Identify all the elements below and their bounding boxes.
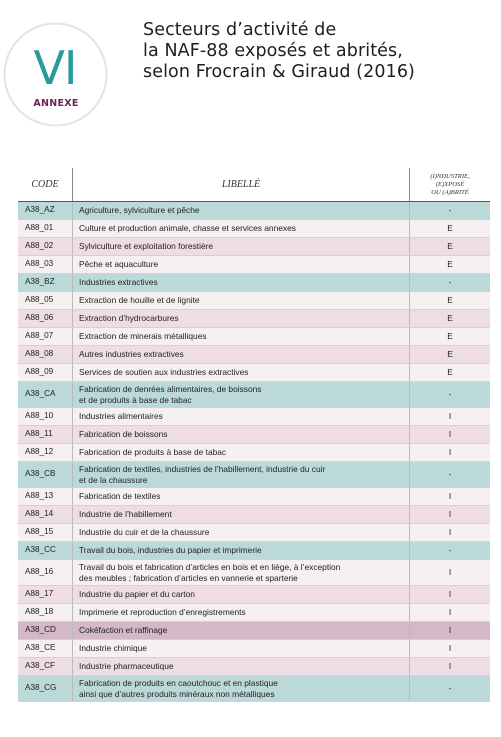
title-line: Secteurs d’activité de [143, 20, 337, 40]
libelle-line: Extraction de houille et de lignite [79, 295, 200, 306]
cell-libelle [73, 444, 410, 462]
libelle-line: Fabrication de textiles [79, 491, 161, 502]
libelle-line: Fabrication de boissons [79, 429, 168, 440]
cell-code: A88_12 [18, 444, 73, 462]
cell-libelle [73, 640, 410, 658]
table-header-row [18, 168, 490, 202]
table-row [18, 238, 490, 256]
cell-exposure: I [410, 444, 491, 462]
cell-exposure: - [410, 462, 491, 488]
cell-exposure: I [410, 560, 491, 586]
cell-exposure: I [410, 408, 491, 426]
table-row [18, 202, 490, 220]
cell-exposure: - [410, 676, 491, 702]
table-row [18, 292, 490, 310]
cell-code: A88_08 [18, 346, 73, 364]
header-line: (I)NDUSTRIE, [430, 172, 470, 180]
title-line: selon Frocrain & Giraud (2016) [143, 62, 415, 82]
cell-exposure: E [410, 346, 491, 364]
header-line: OU (A)BRITÉ [431, 188, 469, 196]
cell-exposure: I [410, 586, 491, 604]
libelle-line: ainsi que d’autres produits minéraux non métalliques [79, 688, 275, 699]
libelle-line: Industries alimentaires [79, 411, 163, 422]
libelle-line: Agriculture, sylviculture et pêche [79, 205, 200, 216]
libelle-line: Extraction de minerais métalliques [79, 331, 207, 342]
cell-libelle [73, 382, 410, 408]
cell-exposure: E [410, 256, 491, 274]
cell-code: A88_14 [18, 506, 73, 524]
table-row [18, 640, 490, 658]
libelle-line: et de la chaussure [79, 474, 148, 485]
cell-exposure: I [410, 524, 491, 542]
cell-exposure: I [410, 658, 491, 676]
cell-code: A38_CE [18, 640, 73, 658]
table-row [18, 444, 490, 462]
libelle-line: Industrie pharmaceutique [79, 661, 174, 672]
cell-code: A38_CA [18, 382, 73, 408]
cell-libelle [73, 604, 410, 622]
libelle-line: Culture et production animale, chasse et services annexes [79, 223, 296, 234]
libelle-line: Fabrication de produits en caoutchouc et en plastique [79, 677, 278, 688]
libelle-line: Industrie du cuir et de la chaussure [79, 527, 210, 538]
column-header-exposure [410, 168, 491, 202]
cell-code: A88_11 [18, 426, 73, 444]
cell-libelle [73, 426, 410, 444]
cell-exposure: E [410, 238, 491, 256]
table-row [18, 542, 490, 560]
column-header-code: CODE [18, 168, 73, 202]
libelle-line: Imprimerie et reproduction d’enregistrements [79, 607, 246, 618]
libelle-line: Industrie chimique [79, 643, 147, 654]
table-row [18, 426, 490, 444]
naf-sectors-table [18, 168, 490, 702]
cell-libelle [73, 238, 410, 256]
libelle-line: Sylviculture et exploitation forestière [79, 241, 214, 252]
cell-libelle [73, 274, 410, 292]
cell-exposure: I [410, 604, 491, 622]
cell-libelle [73, 506, 410, 524]
cell-code: A88_16 [18, 560, 73, 586]
cell-exposure: I [410, 640, 491, 658]
cell-code: A88_17 [18, 586, 73, 604]
cell-libelle [73, 622, 410, 640]
cell-code: A38_CF [18, 658, 73, 676]
libelle-line: et de produits à base de tabac [79, 394, 192, 405]
cell-code: A88_15 [18, 524, 73, 542]
libelle-line: Travail du bois et fabrication d’articles en bois et en liège, à l’exception [79, 561, 341, 572]
cell-libelle [73, 328, 410, 346]
table-row [18, 382, 490, 408]
cell-exposure: E [410, 310, 491, 328]
table-row [18, 488, 490, 506]
libelle-line: Cokéfaction et raffinage [79, 625, 168, 636]
cell-code: A88_10 [18, 408, 73, 426]
cell-code: A38_AZ [18, 202, 73, 220]
annexe-numeral: VI [33, 41, 77, 95]
cell-exposure: E [410, 220, 491, 238]
cell-exposure: I [410, 488, 491, 506]
cell-libelle [73, 408, 410, 426]
libelle-line: Industrie de l’habillement [79, 509, 172, 520]
table-row [18, 586, 490, 604]
title-line: la NAF-88 exposés et abrités, [143, 41, 403, 61]
libelle-line: Industries extractives [79, 277, 158, 288]
page-title [143, 20, 493, 83]
cell-libelle [73, 202, 410, 220]
cell-code: A38_CD [18, 622, 73, 640]
cell-code: A88_02 [18, 238, 73, 256]
cell-libelle [73, 220, 410, 238]
table-row [18, 506, 490, 524]
table-row [18, 524, 490, 542]
cell-code: A88_01 [18, 220, 73, 238]
cell-exposure: - [410, 202, 491, 220]
table-row [18, 604, 490, 622]
libelle-line: Fabrication de produits à base de tabac [79, 447, 227, 458]
table-row [18, 676, 490, 702]
libelle-line: Pêche et aquaculture [79, 259, 159, 270]
cell-code: A38_CG [18, 676, 73, 702]
cell-exposure: E [410, 328, 491, 346]
table-row [18, 274, 490, 292]
cell-exposure: I [410, 506, 491, 524]
libelle-line: des meubles ; fabrication d’articles en vannerie et sparterie [79, 572, 298, 583]
cell-exposure: E [410, 292, 491, 310]
cell-libelle [73, 292, 410, 310]
libelle-line: Services de soutien aux industries extractives [79, 367, 249, 378]
table-body [18, 202, 490, 702]
cell-code: A88_09 [18, 364, 73, 382]
cell-libelle [73, 542, 410, 560]
header-line: (E)XPOSÉ [435, 180, 465, 188]
cell-exposure: E [410, 364, 491, 382]
cell-libelle [73, 676, 410, 702]
cell-libelle [73, 658, 410, 676]
cell-code: A88_07 [18, 328, 73, 346]
cell-code: A88_05 [18, 292, 73, 310]
table-row [18, 310, 490, 328]
cell-code: A88_06 [18, 310, 73, 328]
table-row [18, 256, 490, 274]
libelle-line: Travail du bois, industries du papier et imprimerie [79, 545, 262, 556]
cell-code: A88_03 [18, 256, 73, 274]
annexe-badge [3, 22, 108, 127]
cell-libelle [73, 586, 410, 604]
table-row [18, 560, 490, 586]
libelle-line: Fabrication de denrées alimentaires, de boissons [79, 383, 262, 394]
table-row [18, 462, 490, 488]
annexe-label: ANNEXE [33, 98, 79, 109]
cell-libelle [73, 364, 410, 382]
column-header-libelle: LIBELLÉ [73, 168, 410, 202]
cell-libelle [73, 560, 410, 586]
table-row [18, 220, 490, 238]
cell-libelle [73, 462, 410, 488]
cell-libelle [73, 256, 410, 274]
cell-exposure: I [410, 426, 491, 444]
cell-code: A38_BZ [18, 274, 73, 292]
libelle-line: Fabrication de textiles, industries de l’habillement, industrie du cuir [79, 463, 326, 474]
table-row [18, 622, 490, 640]
cell-code: A88_13 [18, 488, 73, 506]
table-row [18, 408, 490, 426]
cell-libelle [73, 524, 410, 542]
libelle-line: Extraction d’hydrocarbures [79, 313, 179, 324]
table-row [18, 364, 490, 382]
libelle-line: Industrie du papier et du carton [79, 589, 195, 600]
cell-libelle [73, 346, 410, 364]
cell-exposure: - [410, 542, 491, 560]
cell-exposure: I [410, 622, 491, 640]
table-row [18, 658, 490, 676]
cell-libelle [73, 310, 410, 328]
cell-exposure: - [410, 382, 491, 408]
cell-code: A88_18 [18, 604, 73, 622]
libelle-line: Autres industries extractives [79, 349, 184, 360]
table-row [18, 346, 490, 364]
cell-exposure: - [410, 274, 491, 292]
cell-libelle [73, 488, 410, 506]
cell-code: A38_CB [18, 462, 73, 488]
table-row [18, 328, 490, 346]
cell-code: A38_CC [18, 542, 73, 560]
